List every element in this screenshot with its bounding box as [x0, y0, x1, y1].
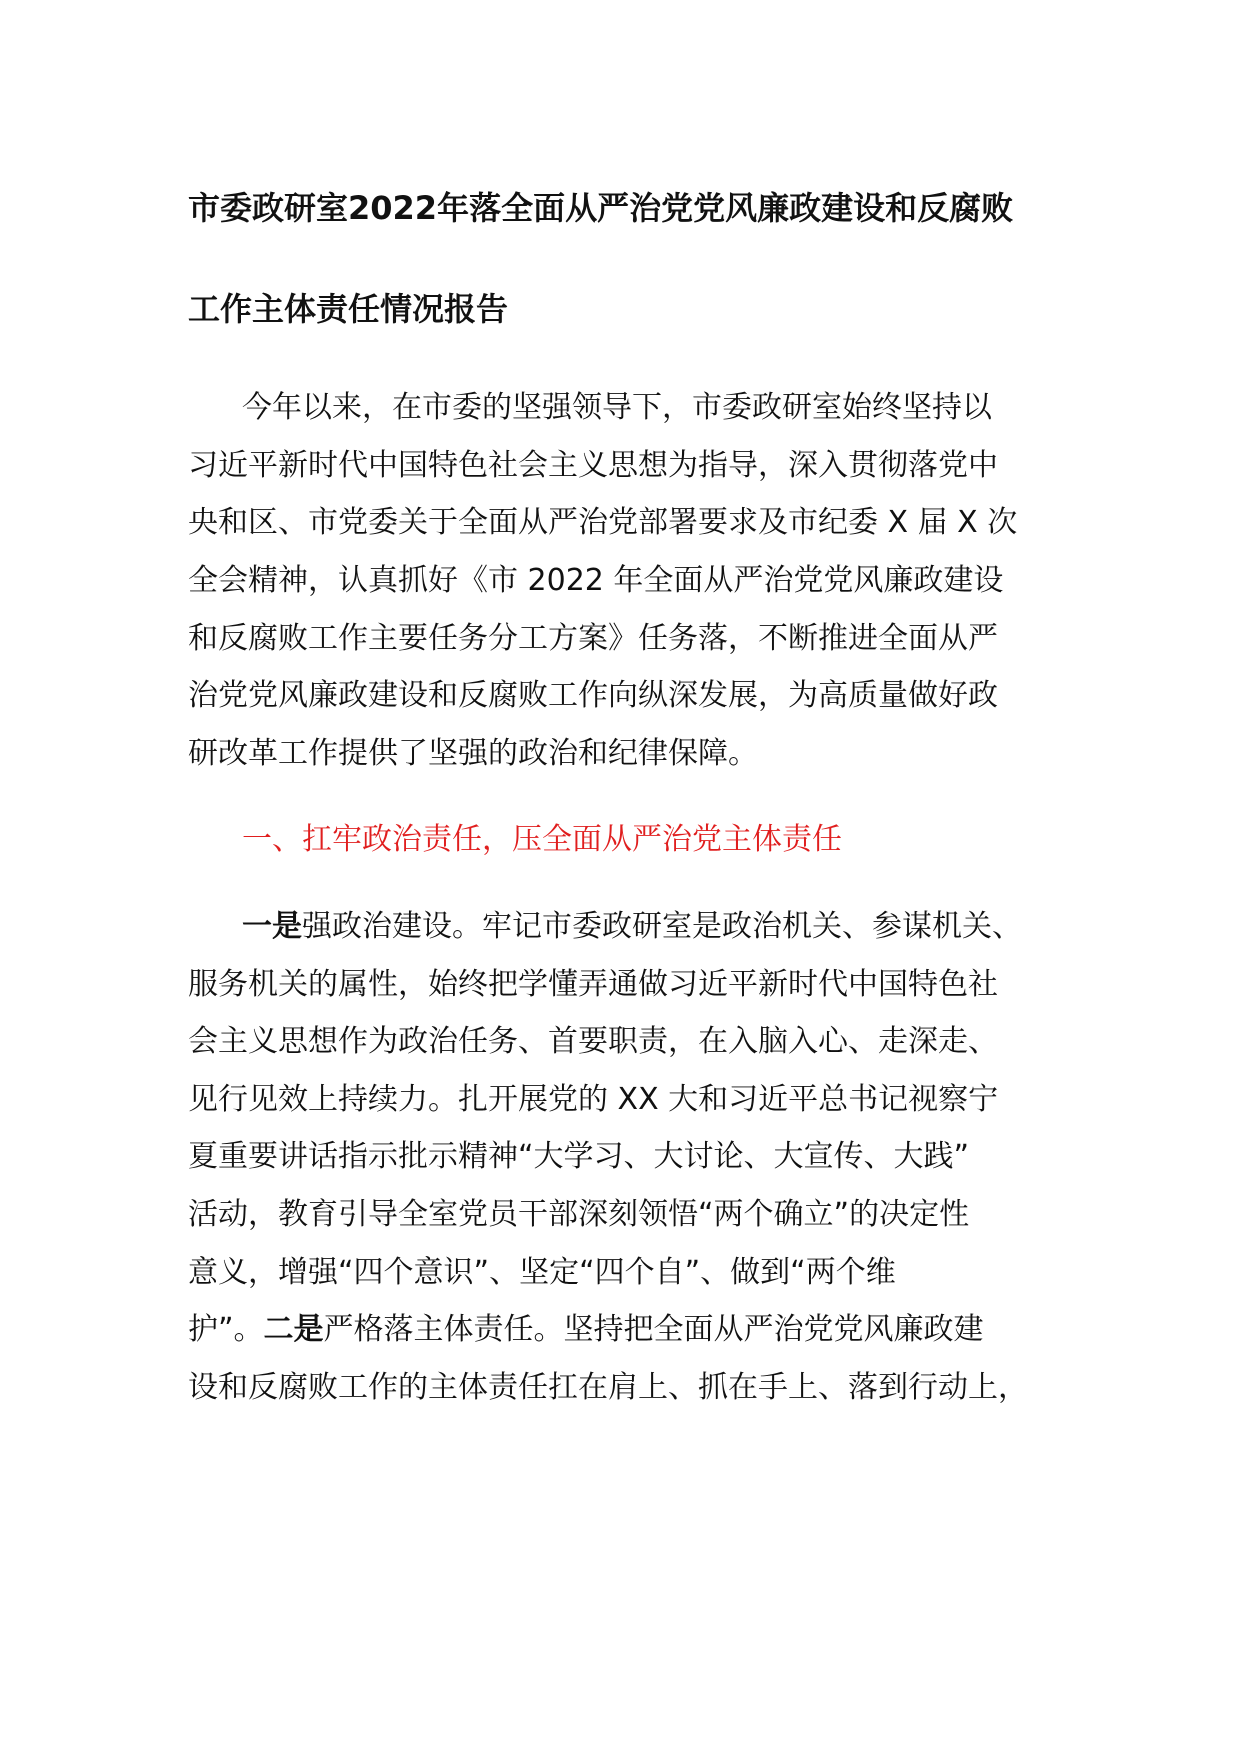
- document-title-line-2: 工作主体责任情况报告: [188, 290, 509, 328]
- intro-line-4: 全会精神，认真抓好《市 2022 年全面从严治党党风廉政建设: [188, 563, 1004, 598]
- intro-line-7: 研改革工作提供了坚强的政治和纪律保障。: [188, 736, 758, 771]
- para1-line-7: 意义，增强“四个意识”、坚定“四个自”、做到“两个维: [188, 1255, 896, 1290]
- document-title-line-1: 市委政研室2022年落全面从严治党党风廉政建设和反腐败: [188, 189, 1014, 227]
- intro-line-5: 和反腐败工作主要任务分工方案》任务落，不断推进全面从严: [188, 621, 998, 656]
- para1-line-8-start: 护”。: [188, 1312, 264, 1347]
- intro-line-2: 习近平新时代中国特色社会主义思想为指导，深入贯彻落党中: [188, 448, 998, 483]
- para1-second-lead-bold: 二是: [263, 1312, 324, 1347]
- para1-line-1: [242, 907, 1022, 947]
- intro-line-1: 今年以来，在市委的坚强领导下，市委政研室始终坚持以: [242, 390, 992, 425]
- para1-line-8: [188, 1310, 984, 1350]
- intro-line-6: 治党党风廉政建设和反腐败工作向纵深发展，为高质量做好政: [188, 678, 998, 713]
- para1-line-9: 设和反腐败工作的主体责任扛在肩上、抓在手上、落到行动上，: [188, 1370, 1028, 1405]
- para1-line-8-rest: 严格落主体责任。坚持把全面从严治党党风廉政建: [323, 1312, 984, 1347]
- para1-line-5: 夏重要讲话指示批示精神“大学习、大讨论、大宣传、大践”: [188, 1139, 970, 1174]
- para1-line-4: 见行见效上持续力。扎开展党的 XX 大和习近平总书记视察宁: [188, 1082, 999, 1117]
- section-heading-1: 一、扛牢政治责任，压全面从严治党主体责任: [242, 822, 842, 857]
- para1-line-2: 服务机关的属性，始终把学懂弄通做习近平新时代中国特色社: [188, 967, 998, 1002]
- para1-line-6: 活动，教育引导全室党员干部深刻领悟“两个确立”的决定性: [188, 1197, 970, 1232]
- intro-line-3: 央和区、市党委关于全面从严治党部署要求及市纪委 X 届 X 次: [188, 505, 1018, 540]
- para1-line-3: 会主义思想作为政治任务、首要职责，在入脑入心、走深走、: [188, 1024, 998, 1059]
- para1-lead-bold: 一是: [242, 909, 302, 944]
- para1-line-1-rest: 强政治建设。牢记市委政研室是政治机关、参谋机关、: [302, 909, 1022, 944]
